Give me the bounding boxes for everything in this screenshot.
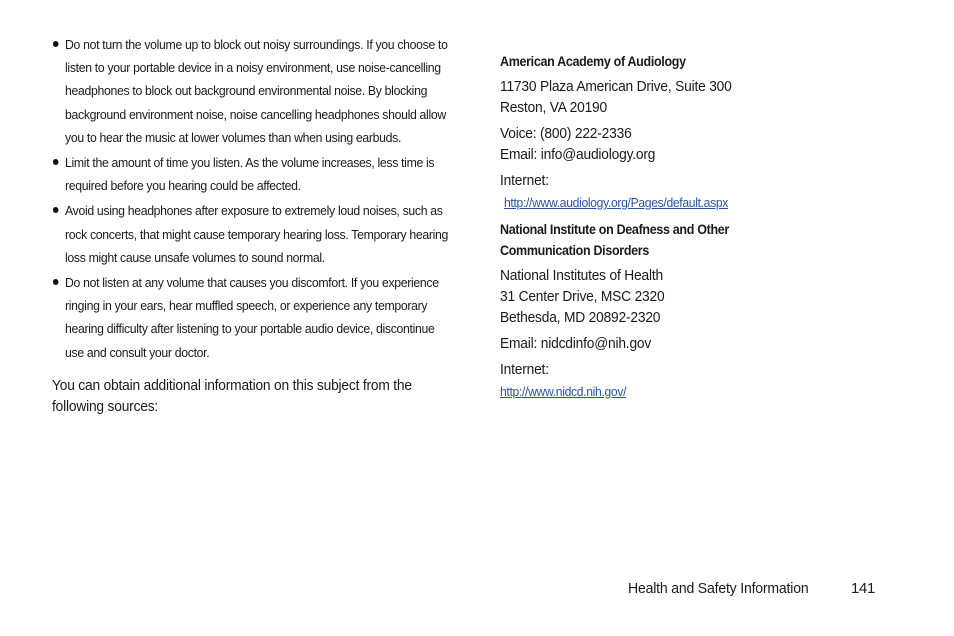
page-footer	[628, 578, 888, 600]
nidcd-website-link[interactable]: http://www.nidcd.nih.gov/	[500, 384, 627, 399]
aaa-internet-label: Internet:	[500, 173, 549, 189]
nidcd-contact-block	[500, 219, 800, 403]
hearing-safety-bullet-list	[52, 33, 452, 364]
nidcd-address-line1: National Institutes of Health	[500, 268, 663, 284]
footer-section-title: Health and Safety Information	[628, 581, 809, 597]
bullet-item: Limit the amount of time you listen. As the volume increases, less time is required before you hearing could be affected.	[52, 151, 451, 197]
right-column	[500, 51, 800, 403]
page-number: 141	[851, 581, 876, 597]
nidcd-org-name-line2: Communication Disorders	[500, 243, 649, 258]
left-column	[52, 33, 452, 418]
aaa-website-link[interactable]: http://www.audiology.org/Pages/default.aspx	[504, 195, 729, 210]
nidcd-email: Email: nidcdinfo@nih.gov	[500, 336, 652, 352]
aaa-contact-block	[500, 51, 800, 214]
aaa-address-line2: Reston, VA 20190	[500, 100, 607, 116]
nidcd-address-line2: 31 Center Drive, MSC 2320	[500, 289, 665, 305]
nidcd-internet-label: Internet:	[500, 362, 549, 378]
nidcd-address-line3: Bethesda, MD 20892-2320	[500, 310, 661, 326]
aaa-org-name: American Academy of Audiology	[500, 54, 686, 69]
nidcd-org-name-line1: National Institute on Deafness and Other	[500, 222, 729, 237]
aaa-voice: Voice: (800) 222-2336	[500, 126, 632, 142]
bullet-item: Avoid using headphones after exposure to extremely loud noises, such as rock concerts, that might cause temporary hearing loss. Temporary hearing loss might cause unsafe volumes to sound normal.	[52, 199, 451, 269]
sources-intro-paragraph: You can obtain additional information on this subject from the following sources:	[52, 377, 412, 415]
aaa-email: Email: info@audiology.org	[500, 147, 656, 163]
bullet-item: Do not listen at any volume that causes you discomfort. If you experience ringing in your ears, hear muffled speech, or experience any temporary hearing difficulty after listening to your portable audio device, discontinue use and consult your doctor.	[52, 271, 451, 364]
aaa-address-line1: 11730 Plaza American Drive, Suite 300	[500, 79, 732, 95]
bullet-item: Do not turn the volume up to block out noisy surroundings. If you choose to listen to your portable device in a noisy environment, use noise-cancelling headphones to block out background environmental noise. By blocking background environment noise, noise cancelling headphones should allow you to hear the music at lower volumes than when using earbuds.	[52, 33, 451, 149]
